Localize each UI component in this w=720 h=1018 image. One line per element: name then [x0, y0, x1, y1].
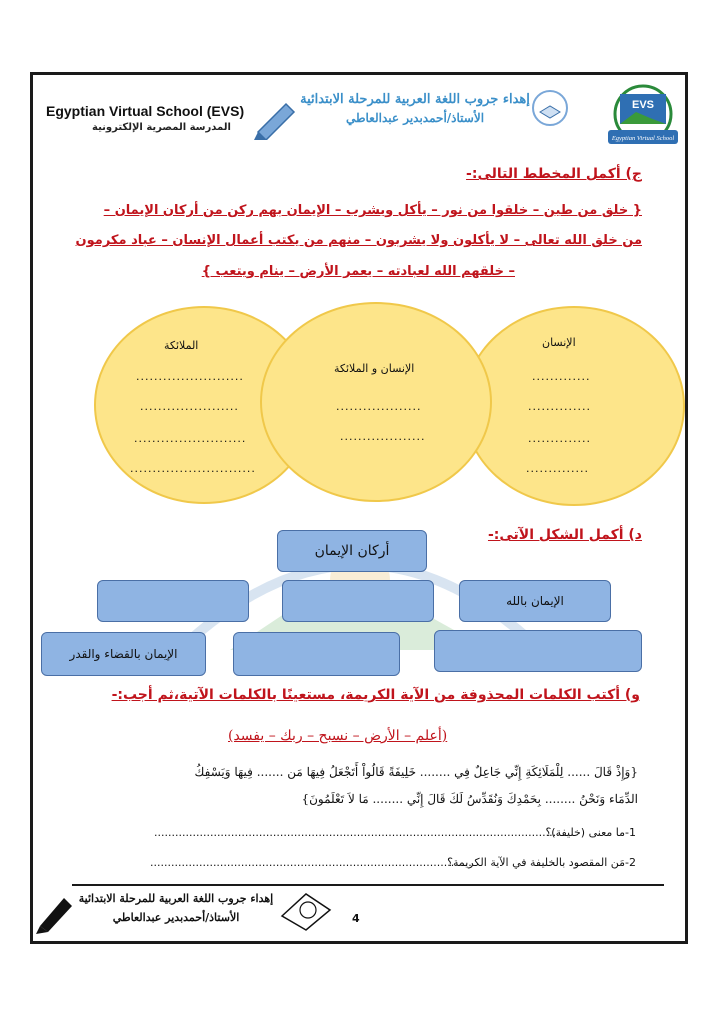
- section-c-line1: { خلق من طين – خلقوا من نور – يأكل ويشرب – الإيمان بهم ركن من أركان الإيمان –: [103, 203, 642, 218]
- angels-line-2: ......................: [140, 400, 239, 413]
- logo-top-text: EVS: [631, 99, 655, 111]
- human-line-4: ..............: [526, 462, 589, 475]
- human-line-1: .............: [532, 370, 591, 383]
- blank-box-row2-middle[interactable]: [233, 632, 400, 676]
- section-w-title: و) أكتب الكلمات المحذوفة من الآية الكريمة، مستعينًا بالكلمات الآتية،ثم أجب:-: [111, 687, 640, 703]
- footer-line2: الأستاذ/أحمدبدير عبدالعاطي: [112, 911, 240, 924]
- header-banner: [300, 92, 530, 125]
- book-icon: [530, 88, 570, 128]
- both-line-1: ...................: [336, 400, 422, 413]
- footer-line1: إهداء جروب اللغة العربية للمرحلة الابتدائية: [78, 892, 274, 905]
- footer-banner: [76, 892, 276, 924]
- footer-pen-icon: [34, 890, 78, 934]
- answer-1-line[interactable]: ....................................................................................................................: [154, 826, 560, 839]
- banner-line2: الأستاذ/أحمدبدير عبدالعاطي: [345, 111, 485, 125]
- pillars-of-faith-box: أركان الإيمان: [277, 530, 427, 572]
- angels-line-1: ........................: [136, 370, 244, 383]
- school-name-ar: المدرسة المصرية الإلكترونية: [92, 122, 231, 133]
- angels-line-3: .........................: [134, 432, 247, 445]
- school-name-en: Egyptian Virtual School (EVS): [46, 103, 245, 119]
- human-line-2: ..............: [528, 400, 591, 413]
- faith-in-destiny-box: الإيمان بالقضاء والقدر: [41, 632, 206, 676]
- verse-line1: {وَإِذْ قَالَ ...... لِلْمَلَائِكَةِ إِنِّي جَاعِلٌ فِي ........ خَلِيفَةً قَالُواْ أَتَجْعَلُ فِيهَا مَن ....... فِيهَا وَيَسْفِكُ: [194, 765, 638, 779]
- question-2: 2-مَن المقصود بالخليفة في الآية الكريمة؟: [447, 856, 636, 869]
- question-1: 1-ما معنى (خليفة)؟: [545, 826, 636, 839]
- section-c-title: ج) أكمل المخطط التالى:-: [466, 166, 642, 182]
- footer-book-icon: [278, 886, 334, 932]
- section-d-title: د) أكمل الشكل الآتى:-: [487, 527, 642, 543]
- page-number: 4: [352, 912, 360, 925]
- footer-divider: [72, 884, 664, 886]
- answer-2-line[interactable]: ............................................................................................: [150, 856, 472, 869]
- word-bank: (أعلم – الأرض – نسبح – ربك – يفسد): [228, 728, 448, 744]
- both-line-2: ...................: [340, 430, 426, 443]
- faith-in-god-box: الإيمان بالله: [459, 580, 611, 622]
- circle-both-label: الإنسان و الملائكة: [334, 362, 415, 375]
- pen-icon: [252, 96, 300, 140]
- human-line-3: ..............: [528, 432, 591, 445]
- blank-box-row1-left[interactable]: [97, 580, 249, 622]
- circle-angels-label: الملائكة: [164, 339, 199, 352]
- section-c-line3: – خلقهم الله لعبادته – يعمر الأرض – ينام ويتعب }: [201, 264, 515, 279]
- verse-line2: الدِّمَاء وَنَحْنُ ........ بِحَمْدِكَ وَنُقَدِّسُ لَكَ قَالَ إِنِّي ........ مَا لاَ تَعْلَمُونَ}: [301, 792, 638, 806]
- angels-line-4: ............................: [130, 462, 256, 475]
- blank-box-row2-right[interactable]: [434, 630, 642, 672]
- blank-box-row1-middle[interactable]: [282, 580, 434, 622]
- logo-bottom-text: Egyptian Virtual School: [611, 135, 675, 142]
- evs-logo-icon: [606, 84, 680, 150]
- circle-human-label: الإنسان: [542, 336, 576, 349]
- banner-line1: إهداء جروب اللغة العربية للمرحلة الابتدائية: [300, 92, 530, 107]
- evs-logo: [606, 84, 680, 150]
- section-c-line2: من خلق الله تعالى – لا يأكلون ولا يشربون – منهم من يكتب أعمال الإنسان – عباد مكرمون: [75, 233, 642, 248]
